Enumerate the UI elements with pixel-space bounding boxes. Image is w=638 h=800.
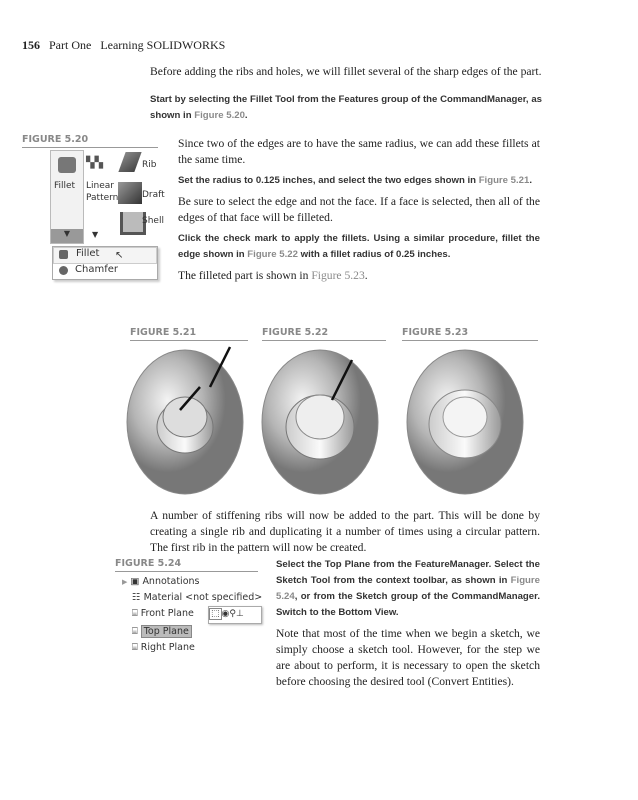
rib-icon (118, 152, 141, 172)
figure-5-22-part (262, 350, 378, 494)
cursor-icon: ↖ (115, 250, 124, 261)
draft-button[interactable]: Draft (142, 190, 165, 200)
figure-5-24-text (276, 557, 540, 695)
figure-5-23-part (407, 350, 523, 494)
chevron-down-icon[interactable]: ▼ (92, 230, 99, 239)
text: with a fillet radius of 0.25 inches. (297, 249, 451, 260)
shell-button[interactable]: Shell (142, 216, 164, 226)
commandmanager-features (50, 150, 165, 245)
text: . (244, 110, 248, 121)
figure-link[interactable]: Figure 5.22 (247, 249, 298, 260)
fillet-icon (58, 157, 76, 173)
part-label: Part One (49, 38, 92, 52)
figure-5-21-part (127, 347, 243, 494)
instruction (276, 557, 540, 621)
instruction (178, 231, 540, 263)
paragraph (178, 268, 540, 284)
tree-item-annotations[interactable]: ▶ ▣ Annotations (122, 576, 200, 587)
paragraph: Before adding the ribs and holes, we will fillet several of the sharp edges of the part. (150, 65, 542, 78)
sketch-icon[interactable]: ⬚ (211, 609, 220, 619)
page-number: 156 (22, 38, 40, 52)
fillet-dropdown-menu (52, 246, 158, 280)
figure-link[interactable]: Figure 5.23 (311, 269, 365, 282)
label: Linear (86, 181, 114, 191)
text: Click the check mark to apply the fillets. Using a similar procedure, fillet the edge shown in (178, 233, 540, 260)
text: . (529, 175, 533, 186)
fillet-label: Fillet (54, 181, 76, 191)
plane-icon: ⌸ (132, 608, 138, 619)
paragraph: Be sure to select the edge and not the face. If a face is selected, then all of the edges of that face will be filleted. (178, 195, 540, 224)
menu-item-chamfer[interactable]: Chamfer (75, 264, 118, 275)
part-figures (120, 342, 550, 502)
tree-item-top-plane[interactable] (122, 624, 272, 640)
tree-item-right-plane[interactable] (122, 640, 272, 656)
eye-icon[interactable]: ◉ (221, 609, 230, 619)
paragraph: Note that most of the time when we begin a sketch, we simply choose a sketch tool. However, for the step we are about to perform, it is necessary to open the sketch before choosing the desired tool (Convert Entities). (276, 627, 540, 688)
text: Start by selecting the Fillet Tool from the Features group of the CommandManager, as shown in (150, 94, 542, 121)
text: Select the Top Plane from the FeatureManager. Select the Sketch Tool from the context toolbar, as shown in (276, 559, 540, 586)
paragraph: Since two of the edges are to have the same radius, we can add these fillets at the same time. (178, 137, 540, 166)
material-icon: ☷ (132, 592, 141, 603)
plane-icon: ⌸ (132, 626, 138, 637)
label: Right Plane (140, 642, 195, 653)
figure-label: FIGURE 5.22 (262, 327, 386, 341)
figure-link[interactable]: Figure 5.24 (276, 575, 540, 602)
label: Top Plane (141, 625, 192, 638)
figure-link[interactable]: Figure 5.21 (478, 175, 530, 186)
instruction (178, 173, 540, 189)
rib-button[interactable]: Rib (142, 160, 157, 170)
instruction (150, 92, 542, 124)
featuremanager-tree (122, 574, 272, 656)
book-title: Learning SOLIDWORKS (100, 38, 226, 52)
label: Annotations (142, 576, 200, 587)
figure-label: FIGURE 5.24 (115, 558, 258, 572)
linear-pattern-button[interactable] (86, 180, 118, 204)
normal-to-icon[interactable]: ⊥ (235, 609, 244, 619)
menu-item-fillet[interactable]: Fillet (53, 247, 157, 264)
context-toolbar (208, 606, 262, 624)
chevron-down-icon[interactable]: ▼ (51, 229, 83, 243)
figure-label: FIGURE 5.20 (22, 134, 158, 148)
label: Front Plane (140, 608, 194, 619)
figure-label: FIGURE 5.21 (130, 327, 248, 341)
fillet-icon (59, 250, 68, 259)
text: The filleted part is shown in (178, 269, 312, 282)
figure-label: FIGURE 5.23 (402, 327, 538, 341)
text: , or from the Sketch group of the CommandManager. Switch to the Bottom View. (276, 591, 540, 618)
label: Material <not specified> (143, 592, 263, 603)
right-column-text (178, 136, 540, 289)
chamfer-icon (59, 266, 68, 275)
text: . (364, 269, 368, 282)
label: Pattern (86, 193, 119, 203)
paragraph: A number of stiffening ribs will now be added to the part. This will be done by creating a single rib and duplicating it a number of times using a circular pattern. The first rib in the pattern will now be created. (150, 509, 540, 554)
annotations-icon: ▣ (130, 576, 140, 587)
fillet-button[interactable] (50, 150, 84, 244)
figure-link[interactable]: Figure 5.20 (194, 110, 245, 121)
linear-pattern-icon: ▚▚ (86, 156, 103, 169)
zoom-icon[interactable]: ⚲ (229, 609, 236, 619)
draft-icon (118, 182, 142, 204)
plane-icon: ⌸ (132, 642, 138, 653)
tree-item-material[interactable] (122, 590, 272, 606)
text: Set the radius to 0.125 inches, and select the two edges shown in (178, 175, 479, 186)
running-header (22, 38, 225, 53)
